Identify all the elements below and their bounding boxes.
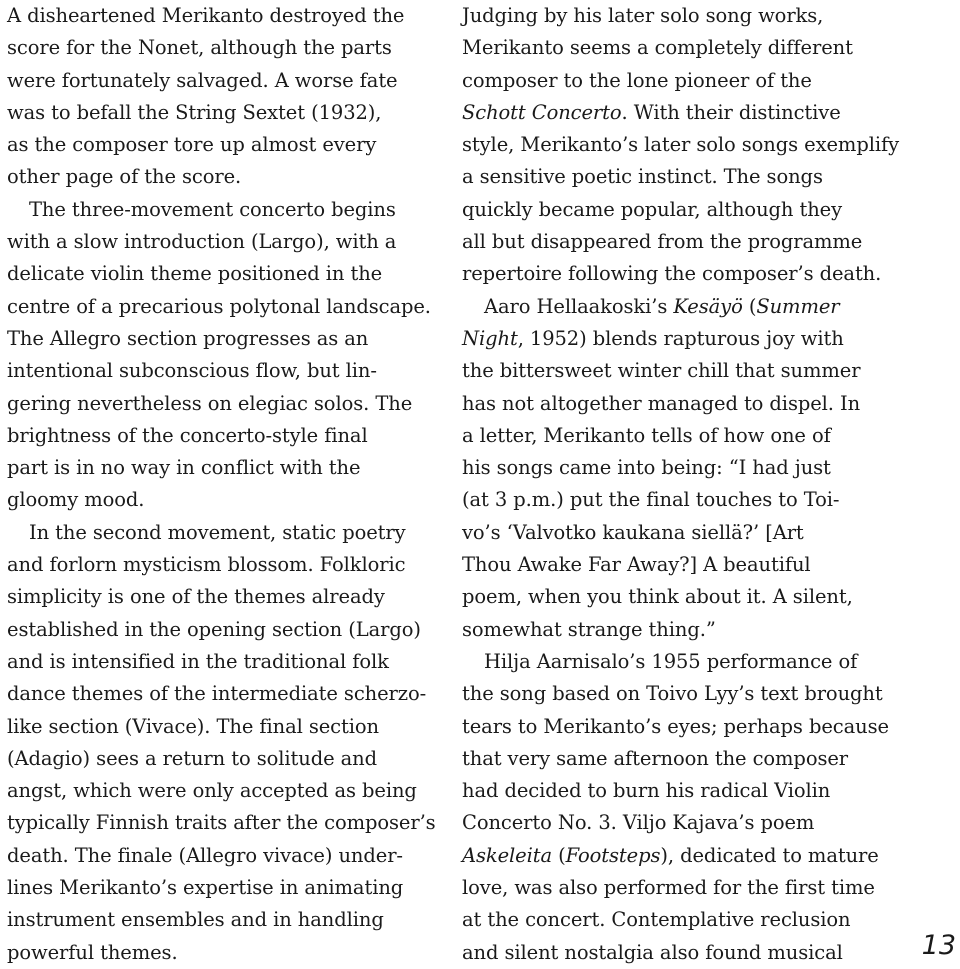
right-text-column	[462, 0, 900, 969]
text-segment: lines Merikanto’s expertise in animating	[7, 876, 404, 900]
text-segment: A disheartened Merikanto destroyed the	[7, 4, 405, 27]
italic-text-segment: Summer	[756, 294, 840, 318]
italic-text-segment: Kesäyö	[673, 294, 743, 318]
text-line	[7, 840, 427, 872]
text-line	[462, 484, 882, 516]
text-line	[7, 807, 436, 839]
text-line	[7, 291, 431, 323]
text-segment: The Allegro section progresses as an	[7, 326, 369, 350]
text-segment: quickly became popular, although they	[462, 197, 843, 221]
text-line	[462, 775, 882, 807]
text-segment: (at 3 p.m.) put the final touches to Toi-	[462, 488, 840, 512]
text-line	[462, 614, 882, 646]
text-segment: Judging by his later solo song works,	[462, 4, 824, 27]
text-segment: has not altogether managed to dispel. In	[462, 391, 861, 415]
text-segment: simplicity is one of the themes already	[7, 585, 385, 609]
text-segment: Aaro Hellaakoski’s	[484, 294, 674, 318]
text-line	[462, 581, 882, 613]
text-segment: repertoire following the composer’s death.	[462, 262, 882, 286]
text-segment: the bittersweet winter chill that summer	[462, 359, 861, 383]
text-line	[7, 775, 427, 807]
text-line	[462, 258, 882, 290]
text-segment: was to befall the String Sextet (1932),	[7, 100, 382, 124]
italic-text-segment: Footsteps	[565, 843, 661, 867]
text-line	[7, 420, 427, 452]
text-line	[7, 452, 427, 484]
text-line	[462, 872, 882, 904]
text-line	[462, 711, 889, 743]
text-line	[7, 711, 427, 743]
text-line	[462, 65, 882, 97]
text-line	[462, 840, 882, 872]
text-segment: . With their distinctive	[621, 100, 841, 124]
text-line	[462, 420, 882, 452]
text-segment: established in the opening section (Largo)	[7, 617, 421, 641]
text-segment: gering nevertheless on elegiac solos. The	[7, 391, 413, 415]
text-line	[7, 484, 427, 516]
text-line	[462, 904, 882, 936]
text-line	[7, 65, 427, 97]
text-segment: were fortunately salvaged. A worse fate	[7, 68, 398, 92]
text-segment: as the composer tore up almost every	[7, 133, 377, 157]
text-segment: at the concert. Contemplative reclusion	[462, 908, 851, 932]
text-line	[7, 517, 427, 549]
text-line	[462, 678, 882, 710]
text-line	[462, 194, 882, 226]
text-line	[462, 226, 882, 258]
text-line	[7, 161, 427, 193]
text-segment: In the second movement, static poetry	[29, 520, 406, 544]
text-line	[462, 388, 882, 420]
text-segment: ), dedicated to mature	[660, 843, 879, 867]
text-segment: centre of a precarious polytonal landscape.	[7, 294, 431, 318]
text-segment: intentional subconscious flow, but lin-	[7, 359, 377, 383]
text-segment: gloomy mood.	[7, 488, 145, 512]
text-line	[462, 452, 882, 484]
text-segment: the song based on Toivo Lyy’s text brought	[462, 682, 883, 706]
text-line	[462, 129, 900, 161]
text-segment: powerful themes.	[7, 940, 178, 964]
text-line	[462, 323, 882, 355]
text-line	[462, 0, 882, 32]
text-line	[7, 129, 427, 161]
text-line	[462, 97, 882, 129]
text-segment: with a slow introduction (Largo), with a	[7, 230, 397, 254]
italic-text-segment: Schott Concerto	[462, 100, 622, 124]
text-segment: all but disappeared from the programme	[462, 230, 863, 254]
text-line	[7, 388, 427, 420]
text-segment: had decided to burn his radical Violin	[462, 779, 831, 803]
text-segment: somewhat strange thing.”	[462, 617, 716, 641]
text-segment: a letter, Merikanto tells of how one of	[462, 423, 831, 447]
left-text-column	[7, 0, 436, 969]
text-segment: poem, when you think about it. A silent,	[462, 585, 853, 609]
text-line	[7, 194, 427, 226]
text-segment: typically Finnish traits after the composer’s	[7, 811, 436, 835]
text-segment: (Adagio) sees a return to solitude and	[7, 746, 377, 770]
text-line	[462, 646, 882, 678]
text-line	[7, 614, 427, 646]
text-segment: composer to the lone pioneer of the	[462, 68, 812, 92]
text-line	[7, 549, 427, 581]
text-line	[462, 807, 882, 839]
text-line	[462, 32, 882, 64]
text-line	[7, 97, 427, 129]
text-line	[7, 258, 427, 290]
text-line	[7, 323, 427, 355]
italic-text-segment: Night	[462, 326, 518, 350]
text-segment: Thou Awake Far Away?] A beautiful	[462, 553, 811, 577]
italic-text-segment: Askeleita	[462, 843, 553, 867]
text-line	[7, 678, 427, 710]
text-segment: Concerto No. 3. Viljo Kajava’s poem	[462, 811, 815, 835]
text-line	[7, 32, 427, 64]
text-segment: (	[742, 294, 757, 318]
text-segment: vo’s ‘Valvotko kaukana siellä?’ [Art	[462, 520, 804, 544]
text-segment: , 1952) blends rapturous joy with	[517, 326, 844, 350]
text-segment: and is intensified in the traditional folk	[7, 649, 389, 673]
text-segment: other page of the score.	[7, 165, 242, 189]
text-segment: and forlorn mysticism blossom. Folkloric	[7, 553, 406, 577]
text-segment: score for the Nonet, although the parts	[7, 36, 392, 60]
text-line	[462, 355, 882, 387]
text-segment: style, Merikanto’s later solo songs exemplify	[462, 133, 900, 157]
text-segment: part is in no way in conflict with the	[7, 456, 361, 480]
text-segment: angst, which were only accepted as being	[7, 779, 417, 803]
text-segment: that very same afternoon the composer	[462, 746, 849, 770]
text-line	[7, 646, 427, 678]
text-segment: tears to Merikanto’s eyes; perhaps because	[462, 714, 889, 738]
text-line	[462, 161, 882, 193]
text-segment: dance themes of the intermediate scherzo-	[7, 682, 427, 706]
text-line	[7, 872, 427, 904]
text-line	[7, 904, 427, 936]
text-segment: love, was also performed for the first time	[462, 876, 875, 900]
text-line	[462, 549, 882, 581]
text-segment: instrument ensembles and in handling	[7, 908, 384, 932]
text-line	[7, 226, 427, 258]
page-number: 13	[921, 930, 956, 961]
text-segment: a sensitive poetic instinct. The songs	[462, 165, 823, 189]
text-line	[7, 355, 427, 387]
text-line	[462, 743, 882, 775]
text-line	[462, 517, 882, 549]
text-line	[462, 937, 882, 969]
text-line	[7, 743, 427, 775]
text-segment: and silent nostalgia also found musical	[462, 940, 843, 964]
text-line	[462, 291, 882, 323]
text-line	[7, 581, 427, 613]
text-segment: brightness of the concerto-style final	[7, 423, 368, 447]
text-line	[7, 0, 427, 32]
text-segment: Merikanto seems a completely different	[462, 36, 853, 60]
text-segment: Hilja Aarnisalo’s 1955 performance of	[484, 649, 858, 673]
text-segment: delicate violin theme positioned in the	[7, 262, 383, 286]
text-segment: death. The finale (Allegro vivace) under-	[7, 843, 403, 867]
text-segment: like section (Vivace). The final section	[7, 714, 379, 738]
text-segment: his songs came into being: “I had just	[462, 456, 831, 480]
text-segment: (	[552, 843, 566, 867]
text-segment: The three-movement concerto begins	[29, 197, 396, 221]
text-line	[7, 937, 427, 969]
